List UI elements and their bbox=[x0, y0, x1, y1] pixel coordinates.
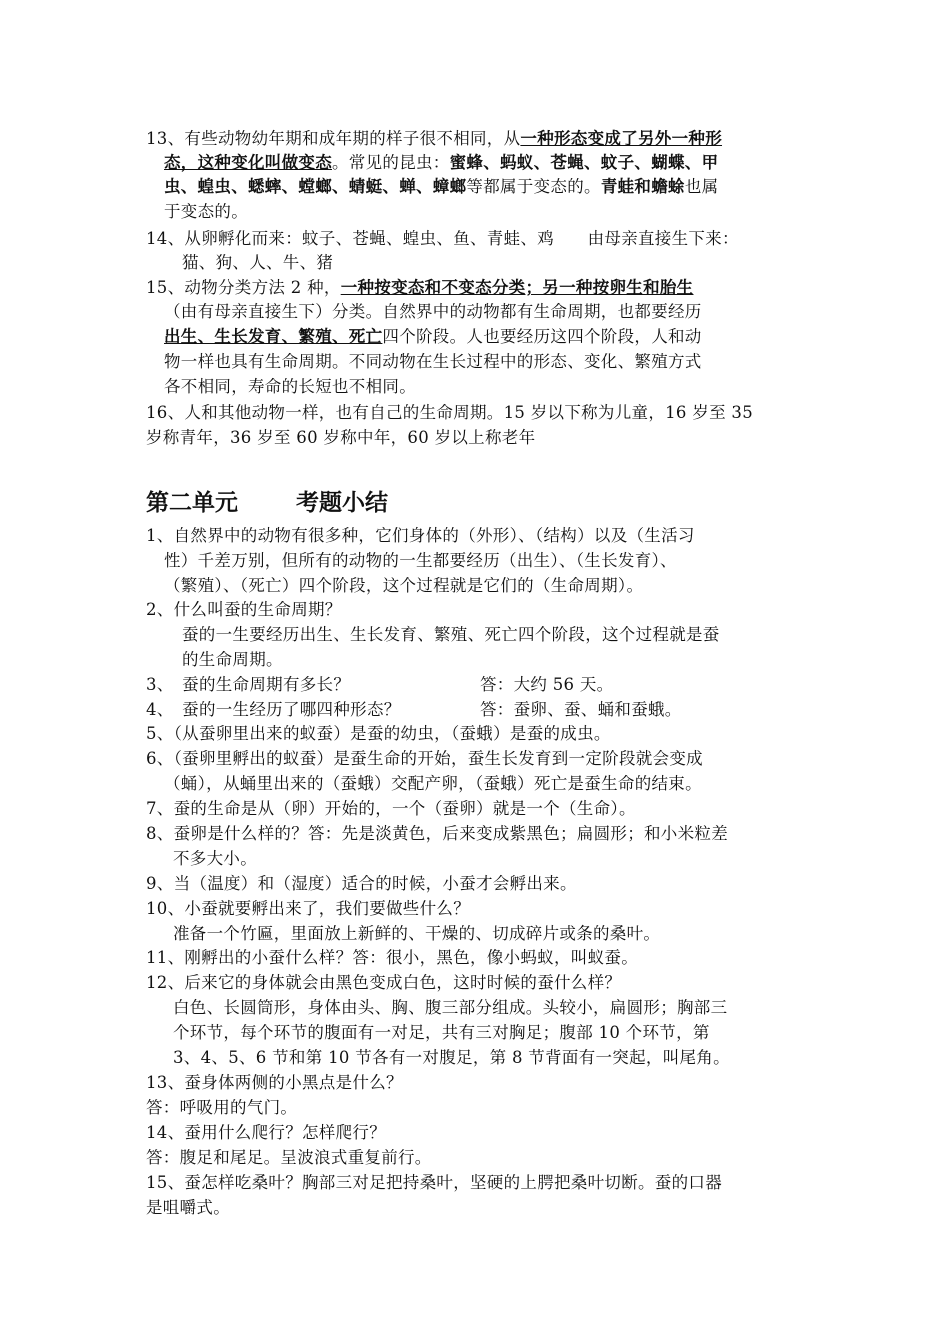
item-13-line-4: 于变态的。 bbox=[164, 202, 248, 221]
q8-line-1: 8、蚕卵是什么样的？答：先是淡黄色，后来变成紫黑色；扁圆形；和小米粒差 bbox=[146, 824, 728, 843]
heading-title: 第二单元 bbox=[146, 490, 238, 516]
emphasis-text: 态，这种变化叫做变态 bbox=[164, 153, 332, 172]
q13-line-1: 13、蚕身体两侧的小黑点是什么？ bbox=[146, 1073, 403, 1092]
text-run: 等都属于变态的。 bbox=[466, 177, 601, 196]
text-run: 13、有些动物幼年期和成年期的样子很不相同，从 bbox=[146, 129, 521, 148]
item-14-line-1: 14、从卵孵化而来：蚊子、苍蝇、蝗虫、鱼、青蛙、鸡 由母亲直接生下来： bbox=[146, 229, 739, 248]
q12-line-1: 12、后来它的身体就会由黑色变成白色，这时时候的蚕什么样？ bbox=[146, 973, 622, 992]
q9-line-1: 9、当（温度）和（湿度）适合的时候，小蚕才会孵出来。 bbox=[146, 874, 577, 893]
q1-line-2: 性）千差万别，但所有的动物的一生都要经历（出生）、（生长发育）、 bbox=[164, 551, 677, 570]
q1-line-3: （繁殖）、（死亡）四个阶段，这个过程就是它们的（生命周期）。 bbox=[164, 576, 644, 595]
text-run: 15、动物分类方法 2 种， bbox=[146, 278, 341, 297]
q4-answer: 答：蚕卵、蚕、蛹和蚕蛾。 bbox=[480, 700, 682, 719]
question-text: 3、 蚕的生命周期有多长？ bbox=[146, 675, 351, 694]
text-run: 四个阶段。人也要经历这四个阶段，人和动 bbox=[382, 327, 702, 346]
item-15-line-4: 物一样也具有生命周期。不同动物在生长过程中的形态、变化、繁殖方式 bbox=[164, 352, 702, 371]
q12-line-3: 个环节，每个环节的腹面有一对足，共有三对胸足；腹部 10 个环节，第 bbox=[173, 1023, 710, 1042]
q4-line bbox=[146, 698, 401, 722]
item-13-line-2 bbox=[164, 151, 718, 175]
bold-text: 青蛙和蟾蜍 bbox=[600, 177, 685, 196]
item-13-line-3 bbox=[164, 175, 718, 199]
text-run: 也属 bbox=[684, 177, 719, 196]
q14-line-2: 答：腹足和尾足。呈波浪式重复前行。 bbox=[146, 1148, 432, 1167]
item-16-line-2: 岁称青年，36 岁至 60 岁称中年，60 岁以上称老年 bbox=[146, 428, 536, 447]
q2-line-2: 蚕的一生要经历出生、生长发育、繁殖、死亡四个阶段，这个过程就是蚕 bbox=[182, 625, 720, 644]
item-14-line-2: 猫、狗、人、牛、猪 bbox=[182, 253, 334, 272]
q8-line-2: 不多大小。 bbox=[173, 849, 257, 868]
emphasis-text: 一种形态变成了另外一种形 bbox=[520, 129, 723, 148]
q15-line-2: 是咀嚼式。 bbox=[146, 1198, 230, 1217]
q3-answer: 答：大约 56 天。 bbox=[480, 675, 614, 694]
question-text: 4、 蚕的一生经历了哪四种形态？ bbox=[146, 700, 401, 719]
q6-line-2: （蛹），从蛹里出来的（蚕蛾）交配产卵，（蚕蛾）死亡是蚕生命的结束。 bbox=[164, 774, 702, 793]
bold-text: 虫、蝗虫、蟋蟀、螳螂、蜻蜓、蝉、蟑螂 bbox=[164, 177, 467, 196]
section-heading bbox=[146, 484, 388, 517]
q2-line-1: 2、什么叫蚕的生命周期？ bbox=[146, 600, 342, 619]
q10-line-1: 10、小蚕就要孵出来了，我们要做些什么？ bbox=[146, 899, 470, 918]
q6-line-1: 6、（蚕卵里孵出的蚁蚕）是蚕生命的开始，蚕生长发育到一定阶段就会变成 bbox=[146, 749, 703, 768]
emphasis-text: 一种按变态和不变态分类；另一种按卵生和胎生 bbox=[340, 278, 694, 297]
q14-line-1: 14、蚕用什么爬行？怎样爬行？ bbox=[146, 1123, 386, 1142]
item-16-line-1: 16、人和其他动物一样，也有自己的生命周期。15 岁以下称为儿童，16 岁至 35 bbox=[146, 403, 754, 422]
q10-line-2: 准备一个竹匾，里面放上新鲜的、干燥的、切成碎片或条的桑叶。 bbox=[173, 924, 661, 943]
text-run: 。常见的昆虫： bbox=[332, 153, 450, 172]
item-15-line-2: （由有母亲直接生下）分类。自然界中的动物都有生命周期，也都要经历 bbox=[164, 302, 702, 321]
q3-line bbox=[146, 673, 350, 697]
q2-line-3: 的生命周期。 bbox=[182, 650, 283, 669]
q12-line-2: 白色、长圆筒形，身体由头、胸、腹三部分组成。头较小，扁圆形；胸部三 bbox=[173, 998, 728, 1017]
item-15-line-5: 各不相同，寿命的长短也不相同。 bbox=[164, 377, 416, 396]
heading-subtitle: 考题小结 bbox=[296, 490, 388, 516]
q5-line-1: 5、（从蚕卵里出来的蚁蚕）是蚕的幼虫，（蚕蛾）是蚕的成虫。 bbox=[146, 724, 611, 743]
item-13-line-1 bbox=[146, 127, 722, 151]
emphasis-text: 出生、生长发育、繁殖、死亡 bbox=[164, 327, 383, 346]
q7-line-1: 7、蚕的生命是从（卵）开始的，一个（蚕卵）就是一个（生命）。 bbox=[146, 799, 636, 818]
item-15-line-1 bbox=[146, 276, 694, 300]
q15-line-1: 15、蚕怎样吃桑叶？胸部三对足把持桑叶，坚硬的上腭把桑叶切断。蚕的口器 bbox=[146, 1173, 722, 1192]
bold-text: 蜜蜂、蚂蚁、苍蝇、蚊子、蝴蝶、甲 bbox=[449, 153, 719, 172]
q11-line-1: 11、刚孵出的小蚕什么样？答：很小，黑色，像小蚂蚁，叫蚁蚕。 bbox=[146, 948, 638, 967]
q13-line-2: 答：呼吸用的气门。 bbox=[146, 1098, 298, 1117]
q12-line-4: 3、4、5、6 节和第 10 节各有一对腹足，第 8 节背面有一突起，叫尾角。 bbox=[173, 1048, 730, 1067]
item-15-line-3 bbox=[164, 325, 702, 349]
q1-line-1: 1、自然界中的动物有很多种，它们身体的（外形）、（结构）以及（生活习 bbox=[146, 526, 695, 545]
